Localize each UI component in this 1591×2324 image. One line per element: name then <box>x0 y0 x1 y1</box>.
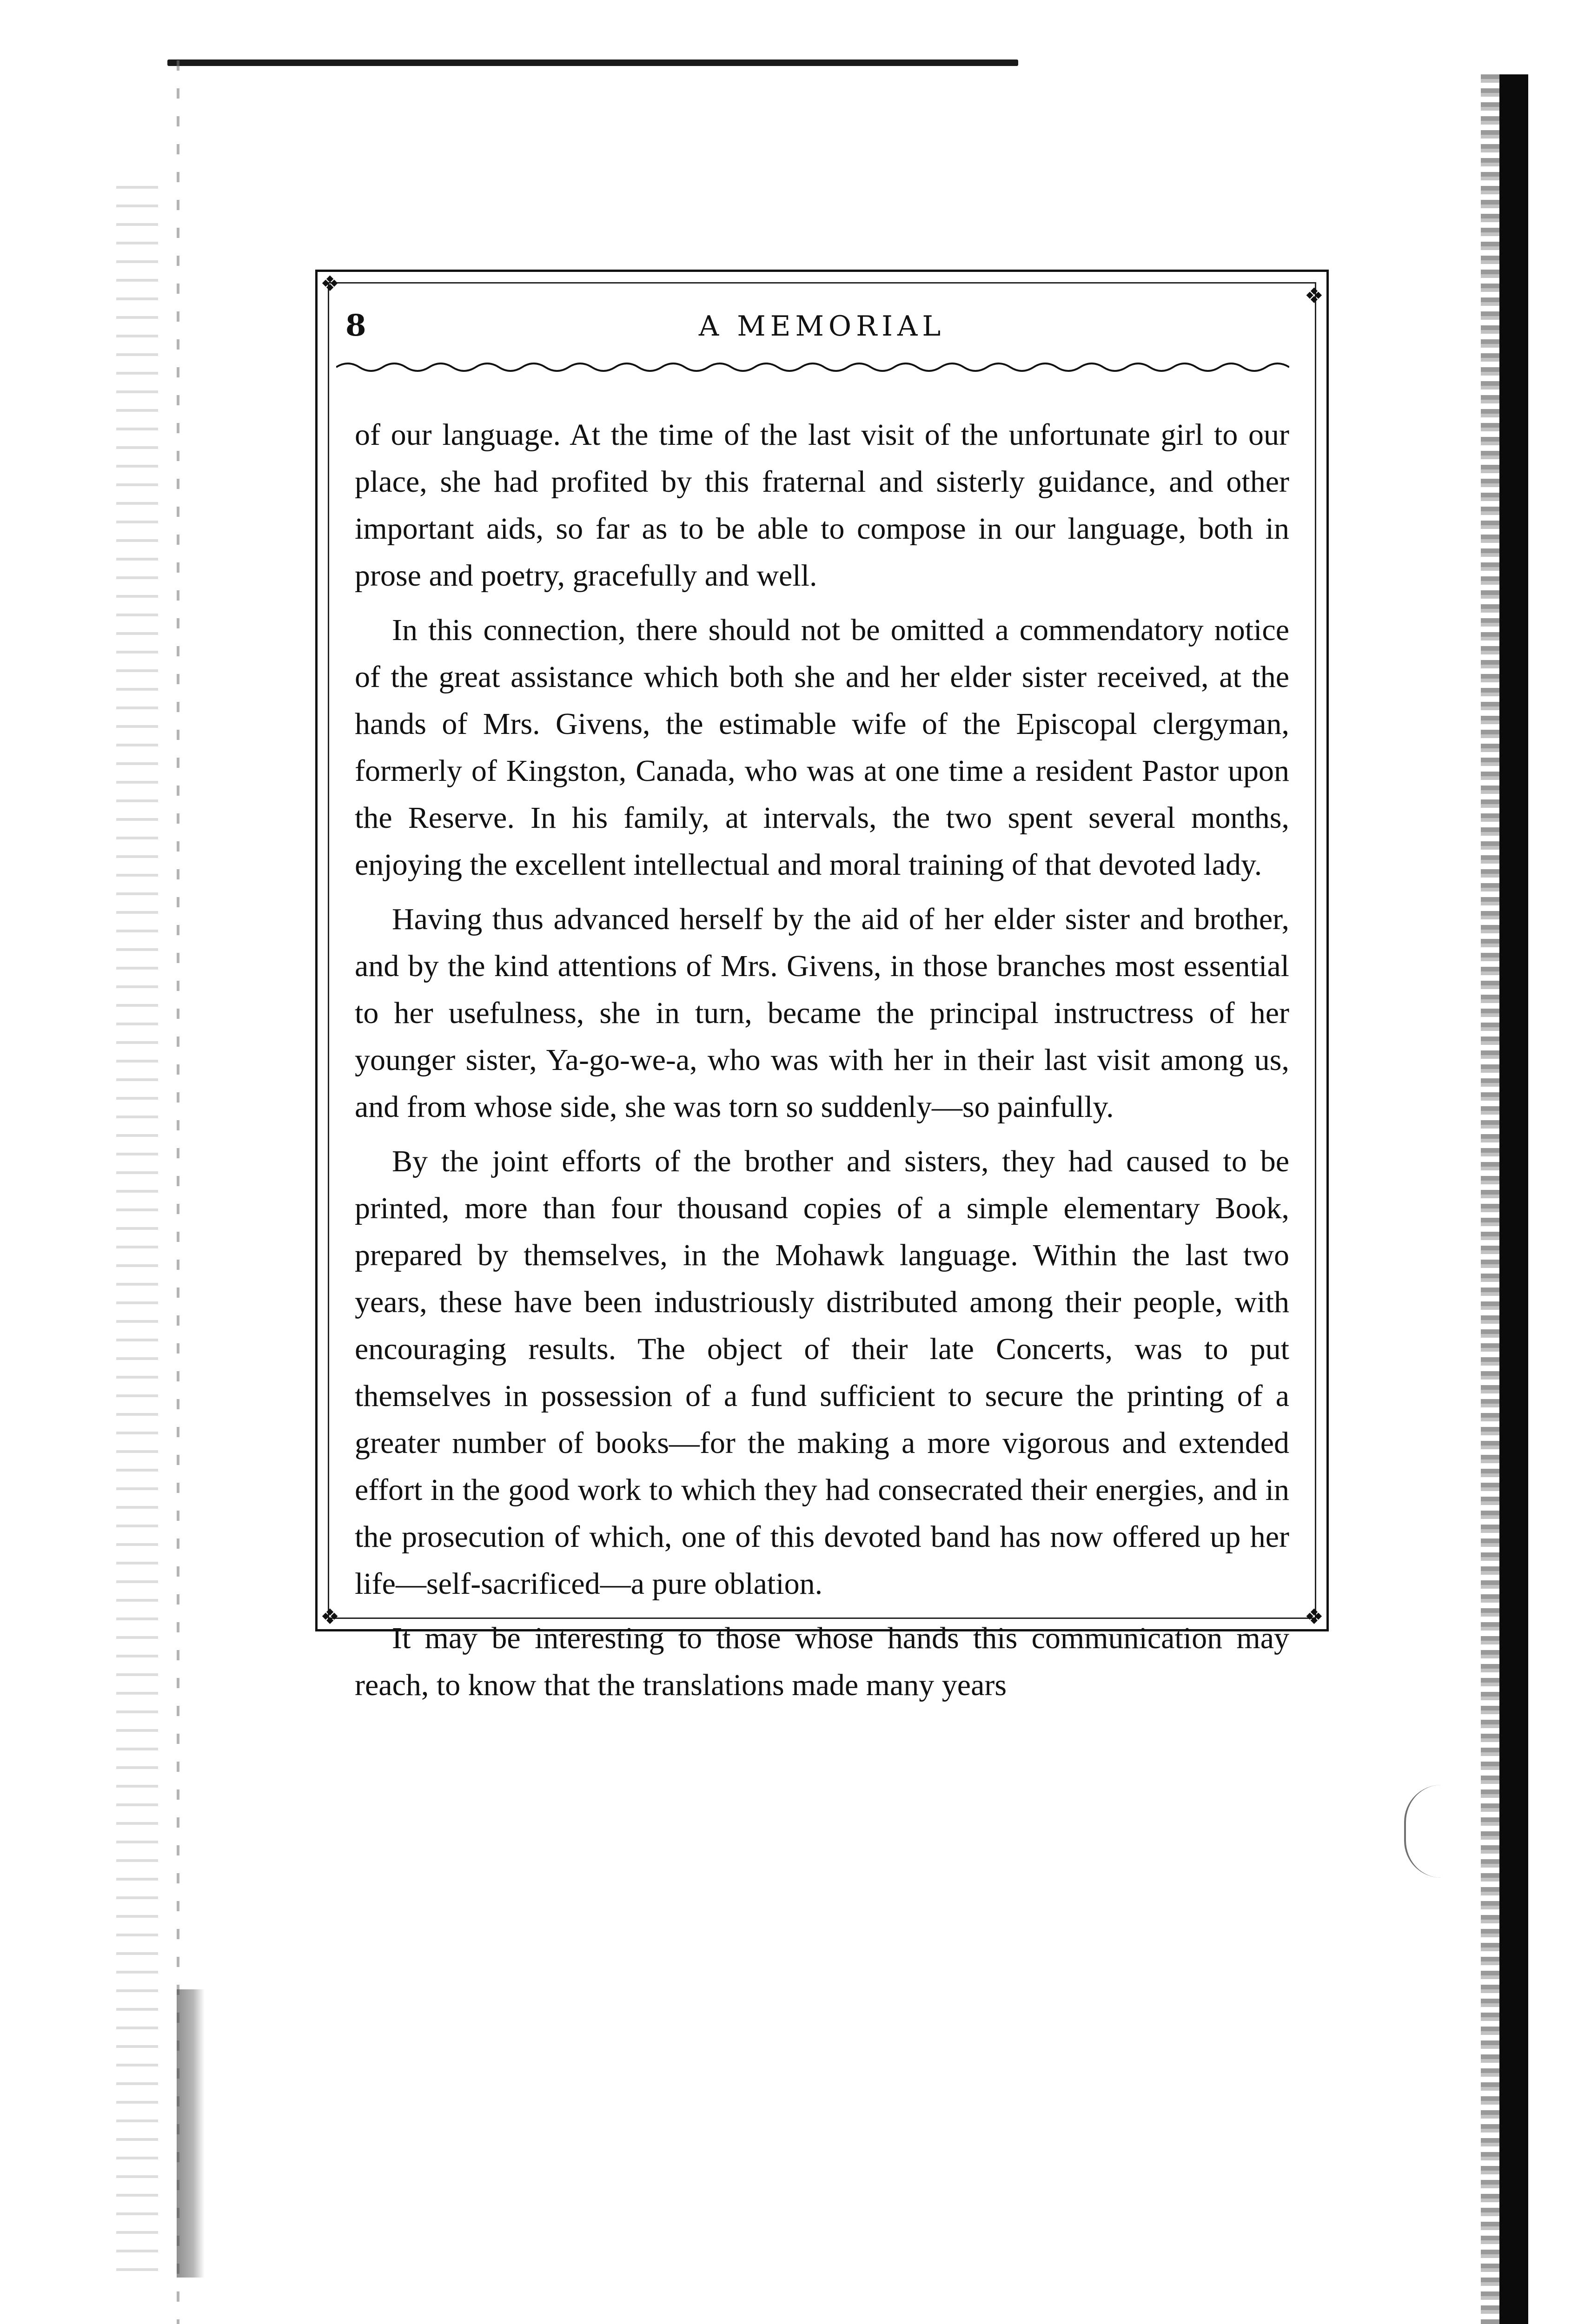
corner-ornament-icon: ❖ <box>320 271 340 296</box>
page-frame <box>315 270 1329 1702</box>
paragraph: of our language. At the time of the last visit of the unfortunate girl to our place, she had profited by this fraternal and sisterly guidance, and other important aids, so far as to be able to compose in our language, both in prose and poetry, gracefully and well. <box>355 418 1289 593</box>
scan-left-noise <box>116 186 158 2278</box>
running-header <box>345 308 1299 345</box>
scan-curve-mark <box>1404 1785 1476 1878</box>
paragraph: It may be interesting to those whose hands this communication may reach, to know that the translations made many years <box>355 1621 1289 1702</box>
paragraph: By the joint efforts of the brother and sisters, they had caused to be printed, more than four thousand copies of a simple elementary Book, prepared by themselves, in the Mohawk language. Within the last two years, these have been industriously distributed among their people, with encouraging results. The object of their late Concerts, was to put themselves in possession of a fund sufficient to secure the printing of a greater number of books—for the making a more vigorous and extended effort in the good work to which they had consecrated their energies, and in the prosecution of which, one of this devoted band has now offered up her life—self-sacrificed—a pure oblation. <box>355 1144 1289 1601</box>
paragraph: Having thus advanced herself by the aid of her elder sister and brother, and by the kind attentions of Mrs. Givens, in those branches most essential to her usefulness, she in turn, became the principal instructress of her younger sister, Ya-go-we-a, who was with her in their last visit among us, and from whose side, she was torn so suddenly—so painfully. <box>355 902 1289 1124</box>
corner-ornament-icon: ❖ <box>1304 1604 1324 1629</box>
scan-left-bottom-shadow <box>177 1989 205 2278</box>
corner-ornament-icon: ❖ <box>320 1604 340 1629</box>
scan-right-edge-bar <box>1499 74 1528 2324</box>
running-title: A MEMORIAL <box>698 310 946 343</box>
wavy-rule <box>336 358 1289 376</box>
scan-left-edge <box>177 60 179 2324</box>
scan-right-bar-fringe <box>1481 74 1500 2324</box>
paragraph: In this connection, there should not be omitted a commendatory notice of the great assistance which both she and her elder sister received, at the hands of Mrs. Givens, the estimable wife of the Episcopal clergyman, formerly of Kingston, Canada, who was at one time a resident Pastor upon the Reserve. In his family, at intervals, the two spent several months, enjoying the excellent intellectual and moral training of that devoted lady. <box>355 613 1289 882</box>
text-column <box>355 411 1289 1716</box>
scan-top-rule <box>167 59 1018 66</box>
corner-ornament-icon: ❖ <box>1304 283 1324 308</box>
page-number: 8 <box>345 308 366 343</box>
